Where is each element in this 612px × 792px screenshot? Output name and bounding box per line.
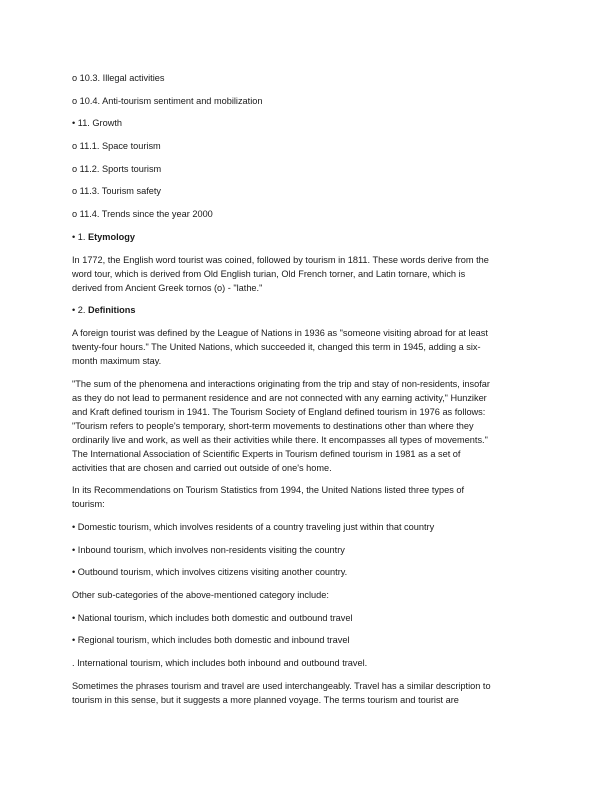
etymology-heading bbox=[72, 230, 542, 244]
text-line: • Inbound tourism, which involves non-residents visiting the country bbox=[72, 544, 345, 555]
toc-item bbox=[72, 116, 542, 130]
list-item bbox=[72, 611, 542, 625]
text-line: "The sum of the phenomena and interactions originating from the trip and stay of non-residents, insofar bbox=[72, 378, 490, 389]
toc-text: o 11.2. Sports tourism bbox=[72, 163, 162, 174]
text-line: • National tourism, which includes both domestic and outbound travel bbox=[72, 612, 353, 623]
toc-item bbox=[72, 162, 542, 176]
text-line: Other sub-categories of the above-mentioned category include: bbox=[72, 590, 329, 600]
text-line: A foreign tourist was defined by the League of Nations in 1936 as "someone visiting abroad for at least bbox=[72, 327, 488, 338]
etymology-paragraph bbox=[72, 253, 542, 295]
text-line: twenty-four hours." The United Nations, which succeeded it, changed this term in 1945, adding a six- bbox=[72, 341, 481, 352]
text-line: The International Association of Scientific Experts in Tourism defined tourism in 1981 as a set of bbox=[72, 448, 461, 459]
text-line: activities that are chosen and carried out outside of one's home. bbox=[72, 462, 332, 473]
text-line: as they do not lead to permanent residence and are not connected with any earning activity," Hunziker bbox=[72, 392, 487, 403]
text-line: tourism in this sense, but it suggests a more planned voyage. The terms tourism and tourist are bbox=[72, 694, 459, 705]
text-line: month maximum stay. bbox=[72, 355, 162, 366]
paragraph bbox=[72, 679, 542, 707]
text-line: and Kraft defined tourism in 1941. The Tourism Society of England defined tourism in 1976 as follows: bbox=[72, 406, 486, 417]
text-line: • Regional tourism, which includes both domestic and inbound travel bbox=[72, 635, 350, 646]
list-item bbox=[72, 520, 542, 534]
heading-prefix: • 2. bbox=[72, 305, 88, 316]
toc-text: • 11. Growth bbox=[72, 118, 123, 129]
list-item bbox=[72, 543, 542, 557]
toc-text: o 11.4. Trends since the year 2000 bbox=[72, 209, 213, 220]
heading-text: Etymology bbox=[87, 231, 135, 242]
toc-item bbox=[72, 184, 542, 198]
text-line: word tour, which is derived from Old English turian, Old French torner, and Latin tornare, which is bbox=[72, 268, 466, 279]
document-page bbox=[72, 71, 542, 715]
toc-text: o 10.4. Anti-tourism sentiment and mobilization bbox=[72, 95, 263, 106]
text-line: derived from Ancient Greek tornos (o) - "lathe." bbox=[72, 282, 263, 293]
text-line: In its Recommendations on Tourism Statistics from 1994, the United Nations listed three types of bbox=[72, 485, 465, 496]
definitions-heading bbox=[72, 303, 542, 317]
list-item bbox=[72, 565, 542, 579]
text-line: • Outbound tourism, which involves citizens visiting another country. bbox=[72, 567, 348, 578]
toc-text: o 10.3. Illegal activities bbox=[72, 73, 165, 83]
paragraph bbox=[72, 588, 542, 602]
toc-item bbox=[72, 94, 542, 108]
text-line: "Tourism refers to people's temporary, short-term movements to destinations other than where they bbox=[72, 420, 474, 431]
list-item bbox=[72, 633, 542, 647]
toc-text: o 11.3. Tourism safety bbox=[72, 186, 162, 197]
text-line: ordinarily live and work, as well as their activities while there. It encompasses all types of movements." bbox=[72, 434, 488, 445]
heading-prefix: • 1. bbox=[72, 231, 88, 242]
paragraph bbox=[72, 326, 542, 368]
text-line: • Domestic tourism, which involves residents of a country traveling just within that country bbox=[72, 521, 435, 532]
text-line: tourism: bbox=[72, 499, 105, 510]
heading-text: Definitions bbox=[87, 305, 136, 316]
toc-item bbox=[72, 207, 542, 221]
text-line: Sometimes the phrases tourism and travel are used interchangeably. Travel has a similar description to bbox=[72, 680, 491, 691]
paragraph bbox=[72, 483, 542, 511]
list-item bbox=[72, 656, 542, 670]
toc-item bbox=[72, 71, 542, 85]
text-line: . International tourism, which includes both inbound and outbound travel. bbox=[72, 658, 368, 669]
toc-item bbox=[72, 139, 542, 153]
text-line: In 1772, the English word tourist was coined, followed by tourism in 1811. These words derive from the bbox=[72, 254, 489, 265]
toc-text: o 11.1. Space tourism bbox=[72, 141, 161, 152]
paragraph bbox=[72, 377, 542, 475]
